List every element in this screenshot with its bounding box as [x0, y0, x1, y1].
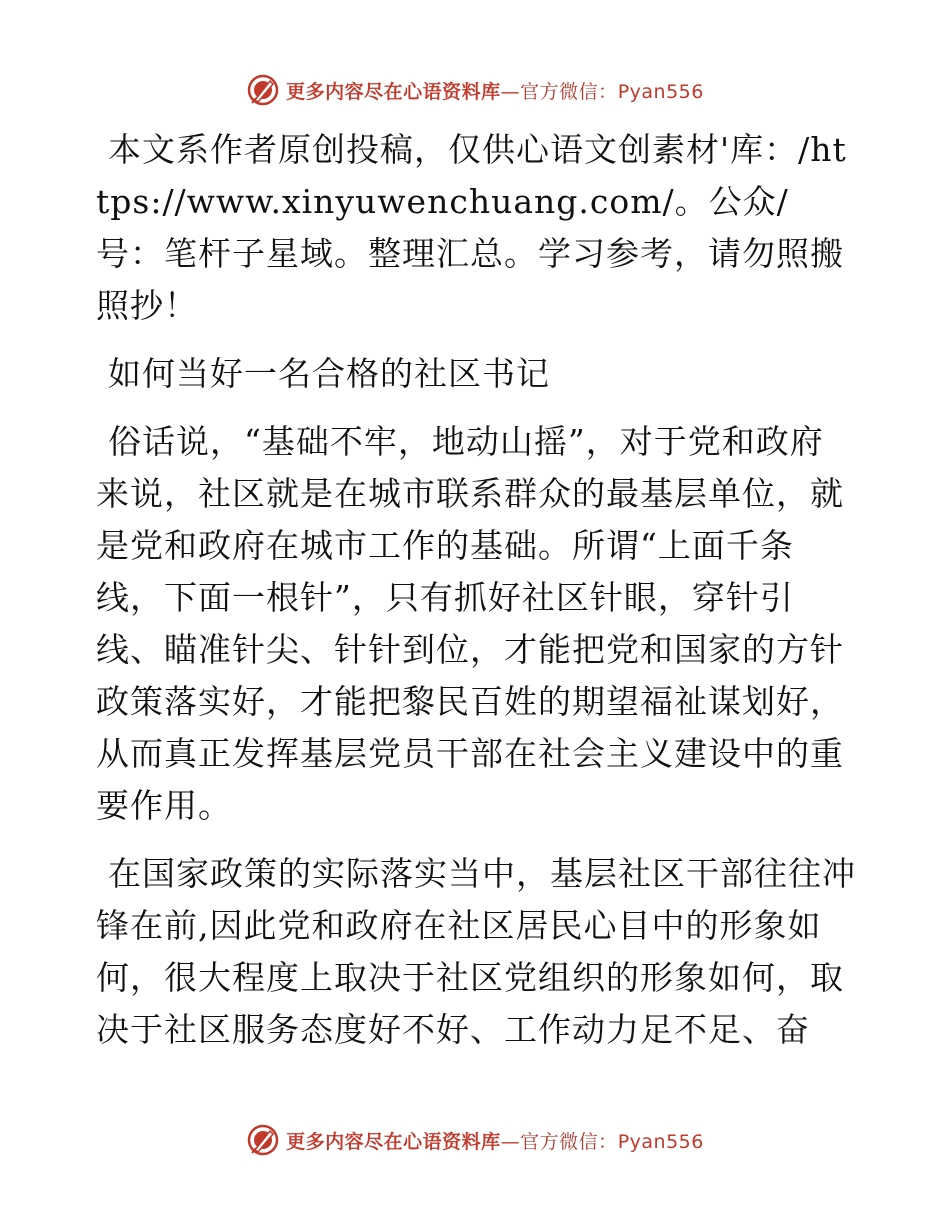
banner-wechat-label: 官方微信： [520, 1130, 618, 1153]
banner-wechat-id: Pyan556 [617, 80, 704, 103]
banner-separator: — [500, 80, 521, 103]
quill-pen-logo-icon [246, 73, 280, 107]
quill-pen-logo-icon [246, 1123, 280, 1157]
banner-wechat-label: 官方微信： [520, 80, 618, 103]
intro-paragraph: 本文系作者原创投稿，仅供心语文创素材'库：/https://www.xinyuwenchuang.com/。公众/号：笔杆子星域。整理汇总。学习参考，请勿照搬照抄！ [96, 130, 847, 325]
banner-wechat-id: Pyan556 [617, 1130, 704, 1153]
banner-main-text: 更多内容尽在心语资料库 [286, 1130, 501, 1153]
footer-banner [0, 1120, 950, 1160]
body-paragraph-2: 在国家政策的实际落实当中，基层社区干部往往冲锋在前,因此党和政府在社区居民心目中的形象如何，很大程度上取决于社区党组织的形象如何，取决于社区服务态度好不好、工作动力足不足、奋 [96, 854, 856, 1049]
body-paragraph-1: 俗话说，“基础不牢，地动山摇”，对于党和政府来说，社区就是在城市联系群众的最基层单位，就是党和政府在城市工作的基础。所谓“上面千条线，下面一根针”，只有抓好社区针眼，穿针引线、瞄准针尖、针针到位，才能把党和国家的方针政策落实好，才能把黎民百姓的期望福祉谋划好，从而真正发挥基层党员干部在社会主义建设中的重要作用。 [96, 422, 844, 825]
document-body [96, 124, 856, 1072]
banner-text [286, 77, 704, 104]
banner-text [286, 1127, 704, 1154]
document-title: 如何当好一名合格的社区书记 [108, 354, 550, 393]
header-banner [0, 70, 950, 110]
banner-main-text: 更多内容尽在心语资料库 [286, 80, 501, 103]
banner-separator: — [500, 1130, 521, 1153]
